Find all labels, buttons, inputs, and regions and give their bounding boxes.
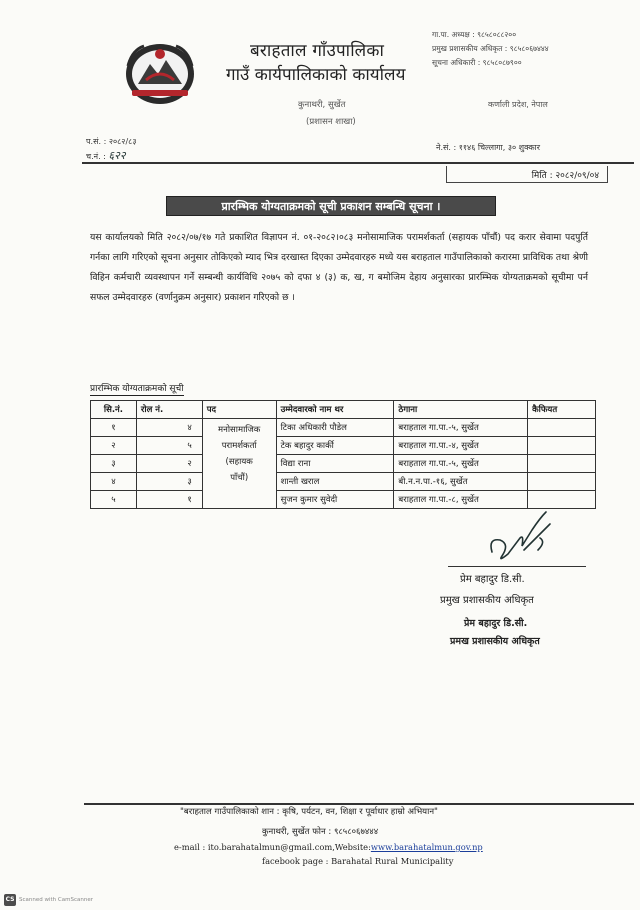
signatory-name: प्रेम बहादुर डि.सी. (460, 574, 525, 585)
camscanner-logo-icon: CS (4, 894, 16, 906)
row-address: बराहताल गा.पा.-८, सुर्खेत (394, 491, 528, 509)
contact-chairperson: गा.पा. अध्यक्ष : ९८५८०८८२०० (432, 30, 517, 39)
header-address: ठेगाना (394, 401, 528, 419)
registration-number: ने.सं. : ११४६ चिल्लागा, ३० शुक्कार (436, 143, 540, 152)
dispatch-number: ६२२ (108, 149, 126, 162)
header-roll: रोल नं. (136, 401, 202, 419)
post-cell (202, 419, 276, 509)
contact-block (432, 28, 612, 70)
contact-cao: प्रमुख प्रशासकीय अधिकृत : ९८५८०६७४४४ (432, 44, 549, 53)
header-divider (82, 162, 634, 164)
row-name: सुजन कुमार सुवेदी (276, 491, 394, 509)
footer-facebook: facebook page : Barahatal Rural Municipality (262, 856, 454, 866)
footer-address: कुनाथरी, सुर्खेत फोन : ९८५८०६७४४४ (262, 827, 379, 837)
row-roll: ३ (136, 473, 202, 491)
row-remarks (528, 419, 596, 437)
row-name: शान्ती खराल (276, 473, 394, 491)
footer-divider (84, 803, 634, 805)
row-address: बराहताल गा.पा.-५, सुर्खेत (394, 419, 528, 437)
notice-body: यस कार्यालयको मिति २०८२/०७/१७ गते प्रकाशित विज्ञापन नं. ०१-२०८२।०८३ मनोसामाजिक परामर्शकर्ता (सहायक पाँचौं) पद करार सेवामा पदपुर्ति गर्नका लागि गरिएको सूचना अनुसार तोकिएको म्याद भित्र दरखास्त दिएका उम्मेदवारहरु मध्ये यस बराहताल गाउँपालिकाको करारमा प्राविधिक तथा श्रेणी विहिन कर्मचारी व्यवस्थापन गर्ने सम्बन्धी कार्यविधि २०७५ को दफा ४ (३) क, ख, ग बमोजिम देहाय अनुसारका प्रारम्भिक योग्यताक्रमको सूचीमा पर्न सफल उम्मेदवारहरु (वर्णानुक्रम अनुसार) प्रकाशन गरिएको छ । (90, 232, 588, 303)
row-roll: ५ (136, 437, 202, 455)
post-line: (सहायक (225, 457, 253, 467)
notice-title: प्रारम्भिक योग्यताक्रमको सूची प्रकाशन सम्बन्धि सूचना । (166, 196, 496, 216)
row-roll: १ (136, 491, 202, 509)
row-address: बराहताल गा.पा.-५, सुर्खेत (394, 455, 528, 473)
row-sn: ४ (91, 473, 137, 491)
table-row (91, 491, 596, 509)
table-row (91, 419, 596, 437)
province-label: कर्णाली प्रदेश, नेपाल (488, 100, 548, 109)
header-name: उम्मेदवारको नाम थर (276, 401, 394, 419)
row-sn: १ (91, 419, 137, 437)
scanner-text: Scanned with CamScanner (19, 897, 93, 903)
notice-date: मिति : २०८२/०९/०४ (446, 166, 608, 183)
list-heading: प्रारम्भिक योग्यताक्रमको सूची (90, 381, 184, 396)
row-name: टेक बहादुर कार्की (276, 437, 394, 455)
footer-email: e-mail : ito.barahatalmun@gmail.com,Website: (174, 842, 371, 852)
signatory-title: प्रमुख प्रशासकीय अधिकृत (440, 595, 534, 606)
municipality-emblem-icon (122, 40, 198, 106)
letter-reference (86, 135, 136, 164)
website-link[interactable]: www.barahatalmun.gov.np (370, 842, 483, 852)
office-name: बराहताल गाँउपालिका (250, 41, 385, 61)
row-name: विद्या राना (276, 455, 394, 473)
row-remarks (528, 473, 596, 491)
candidate-table (90, 400, 596, 509)
office-department: (प्रशासन शाखा) (306, 117, 356, 127)
row-sn: २ (91, 437, 137, 455)
row-remarks (528, 455, 596, 473)
row-roll: ४ (136, 419, 202, 437)
row-remarks (528, 437, 596, 455)
stamp-name: प्रेम बहादुर डि.सी. (464, 618, 528, 629)
contact-info-officer: सूचना अधिकारी : ९८५८०८७९०० (432, 58, 522, 67)
scanner-watermark (4, 894, 93, 906)
table-row (91, 473, 596, 491)
dispatch-number-label: च.नं. : (86, 152, 106, 161)
footer-email-line (174, 842, 483, 852)
signature-line (448, 566, 586, 567)
header-sn: सि.नं. (91, 401, 137, 419)
row-address: बी.न.न.पा.-१६, सुर्खेत (394, 473, 528, 491)
post-line: परामर्शकर्ता (221, 441, 257, 451)
row-sn: ५ (91, 491, 137, 509)
stamp-title: प्रमख प्रशासकीय अधिकृत (450, 636, 540, 647)
row-remarks (528, 491, 596, 509)
fiscal-year: प.सं. : २०८२/८३ (86, 137, 137, 146)
table-row (91, 437, 596, 455)
table-header-row (91, 401, 596, 419)
header-remarks: कैफियत (528, 401, 596, 419)
row-name: टिका अधिकारी पौडेल (276, 419, 394, 437)
office-subtitle: गाउँ कार्यपालिकाको कार्यालय (226, 65, 406, 85)
post-line: पाँचौं) (230, 473, 249, 483)
office-address: कुनाथरी, सुर्खेत (298, 100, 346, 110)
signature-icon (480, 508, 560, 564)
table-row (91, 455, 596, 473)
row-roll: २ (136, 455, 202, 473)
row-sn: ३ (91, 455, 137, 473)
post-line: मनोसामाजिक (218, 425, 261, 435)
footer-slogan: "बराहताल गाउँपालिकाको शान : कृषि, पर्यटन, वन, शिक्षा र पूर्वाधार हाम्रो अभियान" (180, 807, 438, 817)
row-address: बराहताल गा.पा.-४, सुर्खेत (394, 437, 528, 455)
header-post: पद (202, 401, 276, 419)
